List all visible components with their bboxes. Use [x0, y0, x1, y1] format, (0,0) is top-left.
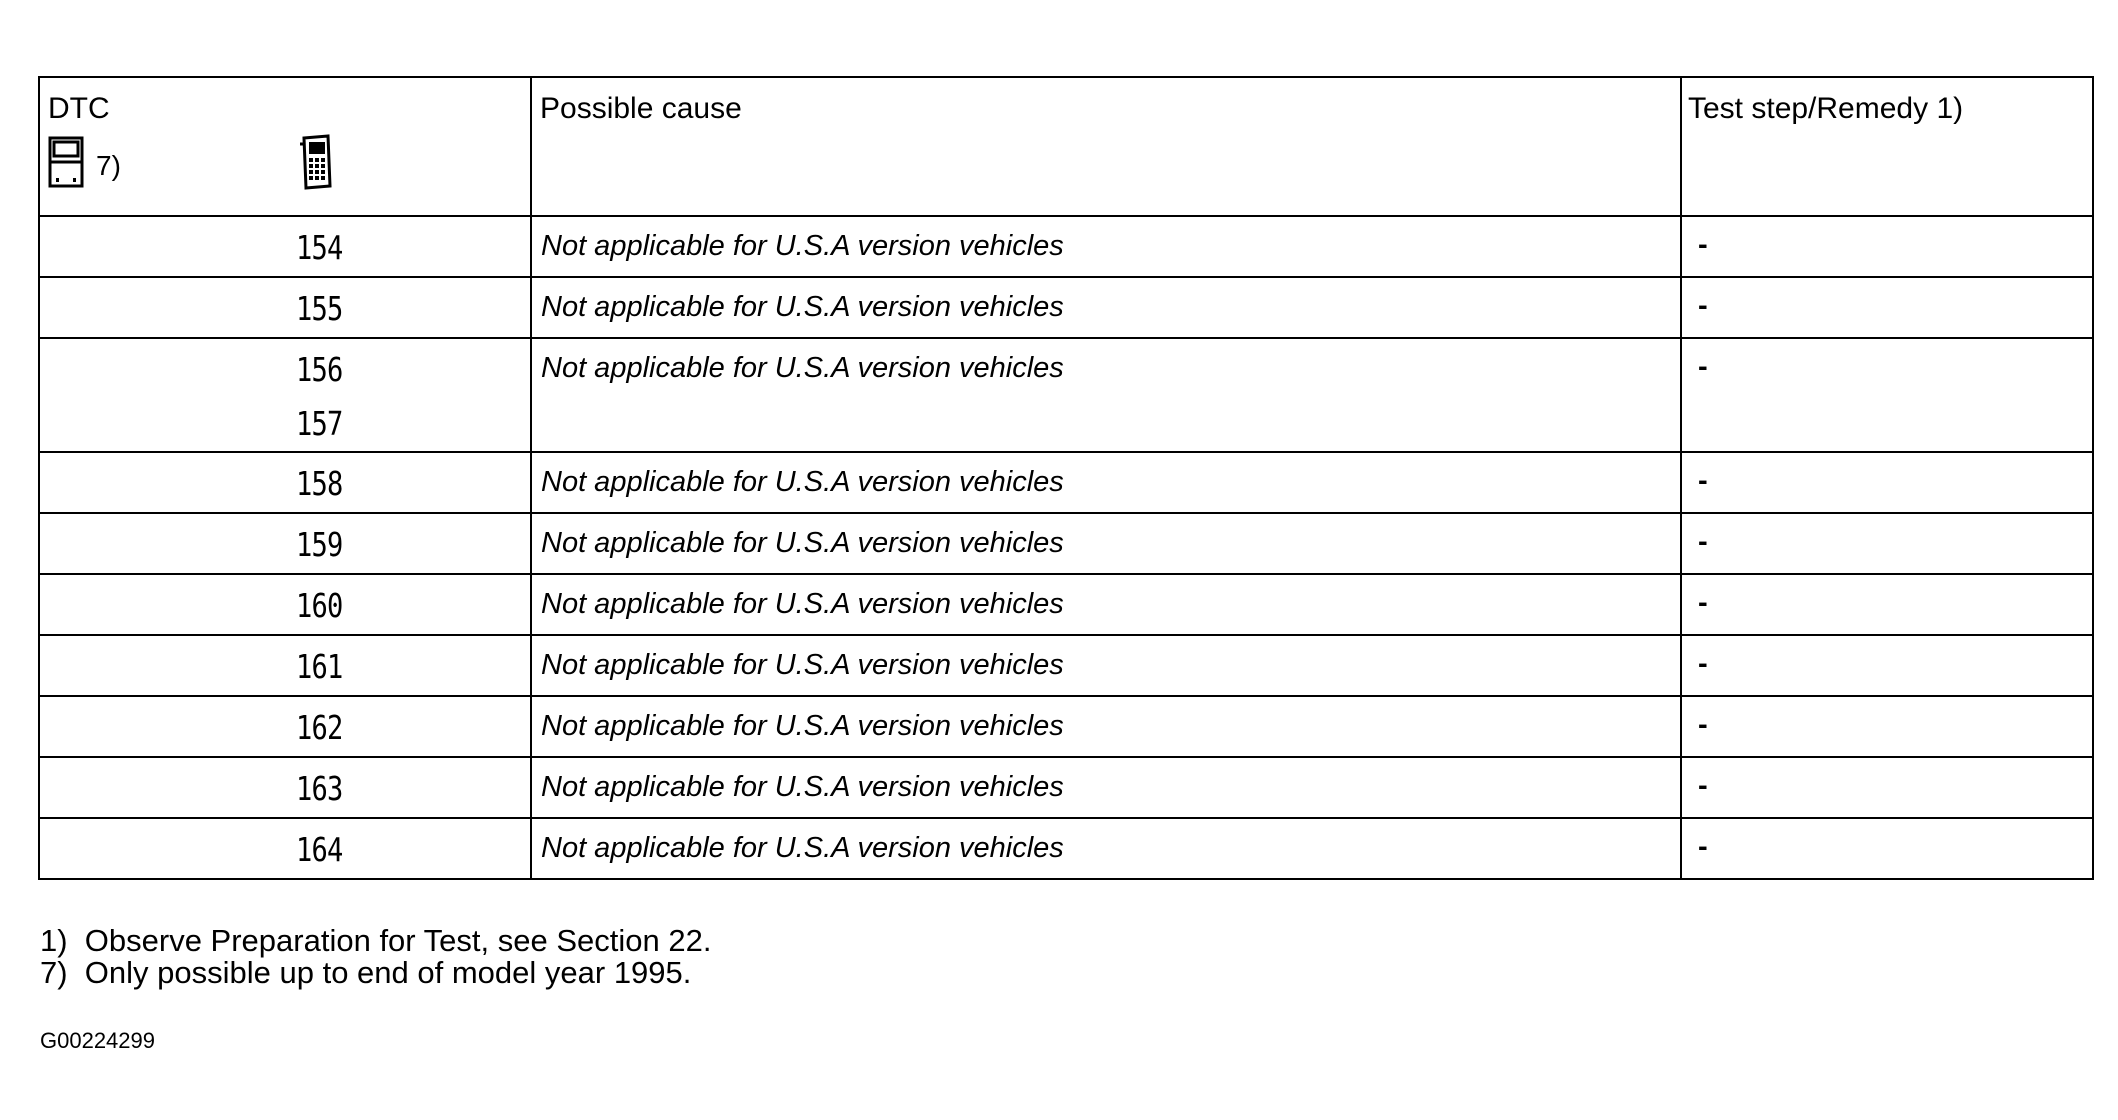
remedy-cell	[1681, 277, 2093, 338]
cause-text: Not applicable for U.S.A version vehicles	[541, 230, 1064, 262]
cause-cell	[531, 513, 1681, 574]
dtc-cell	[39, 696, 531, 757]
dtc-code: 157	[296, 404, 343, 443]
remedy-cell	[1681, 696, 2093, 757]
table-row	[39, 338, 2093, 452]
dtc-icons	[40, 126, 530, 196]
table-row	[39, 696, 2093, 757]
cause-text: Not applicable for U.S.A version vehicles	[541, 466, 1064, 498]
table-row	[39, 818, 2093, 879]
dtc-code: 154	[296, 228, 343, 267]
dtc-cell	[39, 574, 531, 635]
dtc-code: 158	[296, 464, 343, 503]
table-row	[39, 277, 2093, 338]
dtc-code: 162	[296, 708, 343, 747]
cause-text: Not applicable for U.S.A version vehicles	[541, 771, 1064, 803]
control-unit-flash-code-icon	[48, 136, 84, 188]
cause-header: Possible cause	[540, 92, 742, 125]
dtc-cell	[39, 452, 531, 513]
scan-tester-icon	[296, 134, 334, 190]
cause-text: Not applicable for U.S.A version vehicles	[541, 588, 1064, 620]
cause-text: Not applicable for U.S.A version vehicles	[541, 352, 1064, 384]
dtc-code: 164	[296, 830, 343, 869]
cause-header-cell	[531, 77, 1681, 216]
remedy-cell	[1681, 757, 2093, 818]
remedy-text: -	[1698, 709, 1708, 741]
dtc-code: 163	[296, 769, 343, 808]
table-row	[39, 513, 2093, 574]
remedy-text: -	[1698, 770, 1708, 802]
dtc-cell	[39, 513, 531, 574]
table-row	[39, 635, 2093, 696]
remedy-cell	[1681, 216, 2093, 277]
remedy-text: -	[1698, 831, 1708, 863]
cause-text: Not applicable for U.S.A version vehicles	[541, 832, 1064, 864]
dtc-cell	[39, 277, 531, 338]
remedy-text: -	[1698, 351, 1708, 383]
remedy-text: -	[1698, 648, 1708, 680]
remedy-text: -	[1698, 465, 1708, 497]
remedy-cell	[1681, 635, 2093, 696]
remedy-text: -	[1698, 229, 1708, 261]
remedy-text: -	[1698, 587, 1708, 619]
remedy-cell	[1681, 338, 2093, 452]
cause-cell	[531, 277, 1681, 338]
cause-cell	[531, 696, 1681, 757]
remedy-text: -	[1698, 290, 1708, 322]
dtc-cell	[39, 635, 531, 696]
footnotes	[40, 925, 711, 989]
cause-cell	[531, 757, 1681, 818]
table-row	[39, 574, 2093, 635]
cause-cell	[531, 452, 1681, 513]
remedy-cell	[1681, 818, 2093, 879]
cause-cell	[531, 338, 1681, 452]
remedy-header-cell	[1681, 77, 2093, 216]
dtc-header-cell	[39, 77, 531, 216]
ecm-footnote-ref: 7)	[96, 150, 121, 181]
cause-text: Not applicable for U.S.A version vehicles	[541, 710, 1064, 742]
cause-cell	[531, 635, 1681, 696]
dtc-cell	[39, 216, 531, 277]
remedy-header: Test step/Remedy 1)	[1688, 92, 1964, 125]
dtc-cell	[39, 338, 531, 452]
figure-id: G00224299	[40, 1028, 155, 1053]
cause-cell	[531, 574, 1681, 635]
remedy-text: -	[1698, 526, 1708, 558]
dtc-cell	[39, 818, 531, 879]
table-row	[39, 757, 2093, 818]
remedy-cell	[1681, 574, 2093, 635]
dtc-table	[38, 76, 2094, 880]
dtc-code: 159	[296, 525, 343, 564]
remedy-cell	[1681, 452, 2093, 513]
cause-text: Not applicable for U.S.A version vehicles	[541, 291, 1064, 323]
table-row	[39, 452, 2093, 513]
cause-cell	[531, 818, 1681, 879]
table-row	[39, 216, 2093, 277]
remedy-cell	[1681, 513, 2093, 574]
dtc-code: 156	[296, 350, 343, 389]
dtc-code: 161	[296, 647, 343, 686]
dtc-code: 160	[296, 586, 343, 625]
cause-cell	[531, 216, 1681, 277]
table-header-row	[39, 77, 2093, 216]
footnote-1: 1) Observe Preparation for Test, see Section 22.	[40, 923, 712, 958]
footnote-7: 7) Only possible up to end of model year 1995.	[40, 955, 692, 990]
cause-text: Not applicable for U.S.A version vehicles	[541, 527, 1064, 559]
dtc-header: DTC	[48, 92, 110, 125]
dtc-cell	[39, 757, 531, 818]
cause-text: Not applicable for U.S.A version vehicles	[541, 649, 1064, 681]
dtc-code: 155	[296, 289, 343, 328]
